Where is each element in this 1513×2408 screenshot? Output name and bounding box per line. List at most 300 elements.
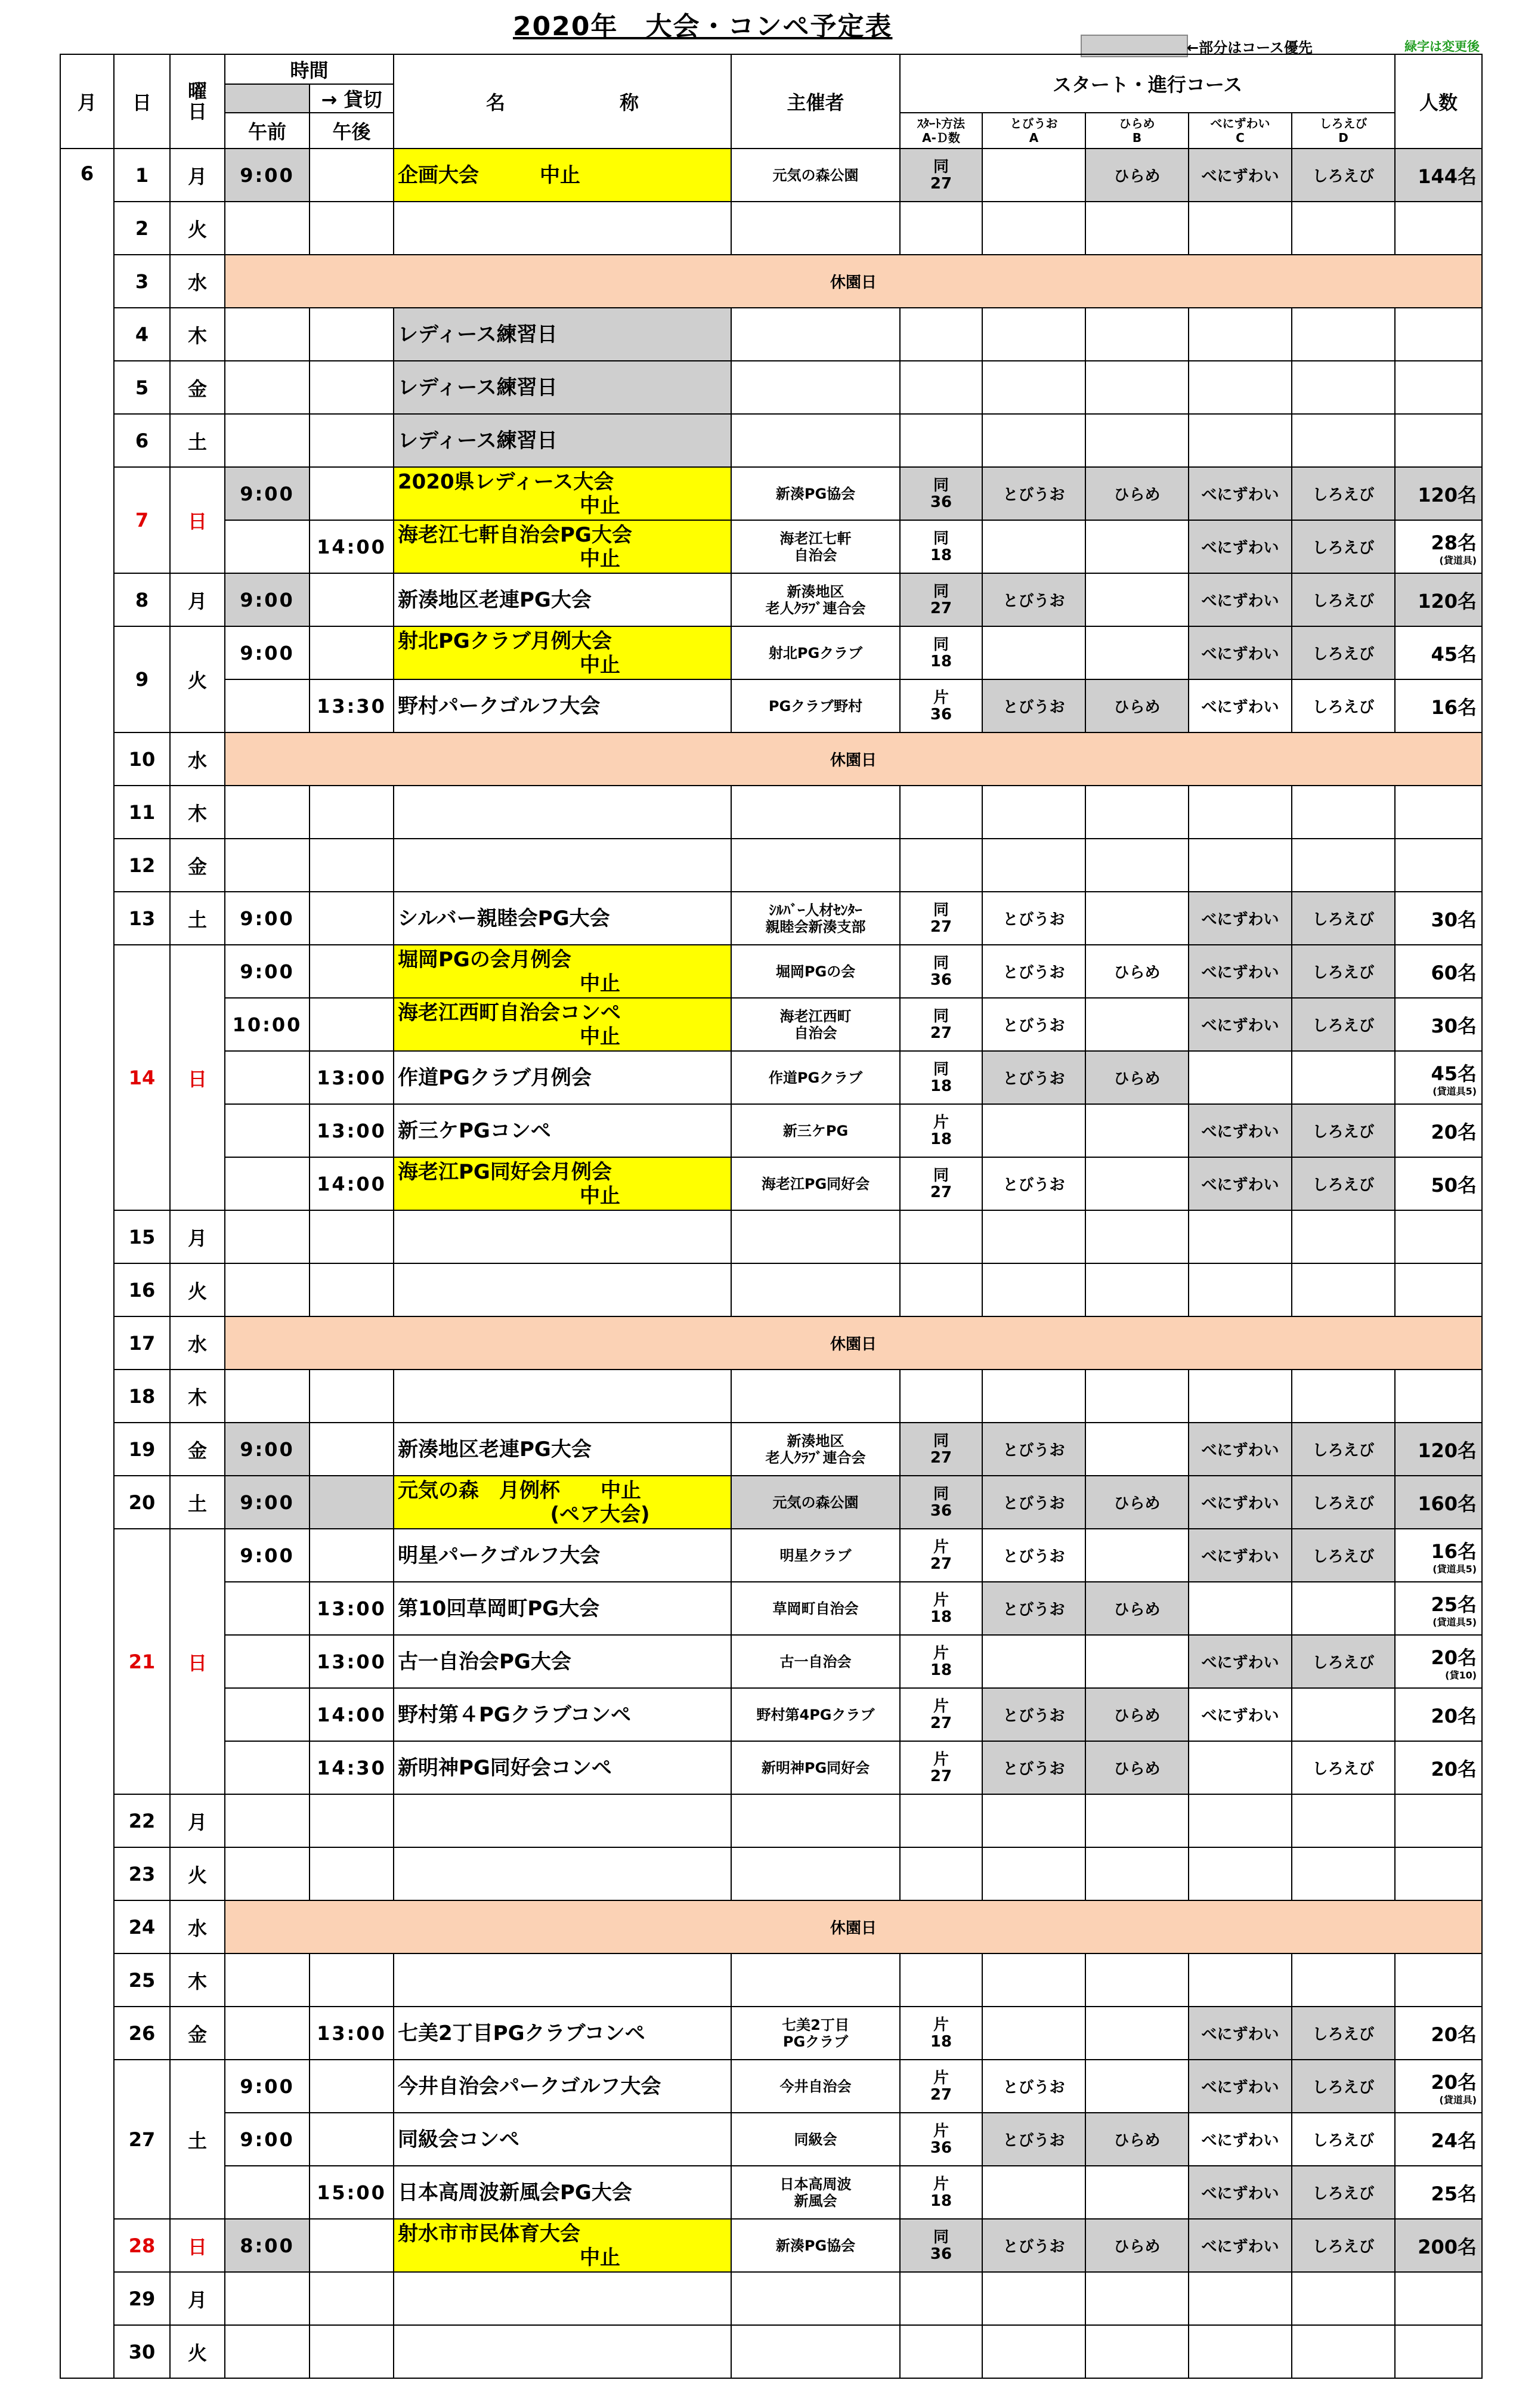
table-row	[60, 1900, 1482, 1953]
course-a-cell	[982, 1635, 1085, 1688]
empty-cell	[1085, 2272, 1189, 2325]
people-note: (貸道具)	[1439, 2094, 1477, 2106]
pm-time-cell	[310, 1529, 394, 1582]
empty-cell	[1292, 2272, 1395, 2325]
day-cell: 9	[114, 626, 170, 732]
course-d-cell	[1292, 1051, 1395, 1104]
weekday-cell: 日	[170, 2219, 225, 2272]
weekday-cell: 日	[170, 945, 225, 1210]
empty-cell	[1292, 1210, 1395, 1263]
closed-cell: 休園日	[225, 732, 1482, 786]
course-d-cell: しろえび	[1292, 679, 1395, 732]
course-b-cell	[1085, 520, 1189, 573]
course-b-cell	[1085, 1104, 1189, 1157]
empty-cell	[982, 1370, 1085, 1423]
course-b-cell	[1085, 573, 1189, 626]
organizer-cell: 日本高周波 新風会	[731, 2166, 900, 2219]
empty-cell	[1189, 1953, 1292, 2007]
start-method-cell: 同 27	[900, 1157, 982, 1210]
empty-cell	[731, 1794, 900, 1847]
people-cell	[1395, 149, 1482, 202]
table-row	[60, 2007, 1482, 2060]
day-cell: 8	[114, 573, 170, 626]
organizer-cell: 新湊PG協会	[731, 2219, 900, 2272]
pm-time-cell	[310, 2219, 394, 2272]
people-count: 20名	[1431, 2023, 1477, 2046]
day-cell: 14	[114, 945, 170, 1210]
start-method-cell: 片 18	[900, 1104, 982, 1157]
people-count: 20名	[1431, 1757, 1477, 1781]
empty-cell	[982, 786, 1085, 839]
start-method-cell: 片 18	[900, 2007, 982, 2060]
organizer-cell: 新明神PG同好会	[731, 1741, 900, 1794]
empty-cell	[310, 1370, 394, 1423]
empty-cell	[1085, 2325, 1189, 2378]
day-cell: 22	[114, 1794, 170, 1847]
pm-time-cell	[310, 2060, 394, 2113]
day-cell: 5	[114, 361, 170, 414]
start-method-cell: 片 27	[900, 1688, 982, 1741]
empty-cell	[1189, 786, 1292, 839]
course-d-cell: しろえび	[1292, 1476, 1395, 1529]
table-row	[60, 2272, 1482, 2325]
empty-cell	[900, 1370, 982, 1423]
start-method-cell: 片 27	[900, 1529, 982, 1582]
start-method-cell: 同 27	[900, 998, 982, 1051]
event-name-cell	[394, 945, 731, 998]
event-name-cell	[394, 573, 731, 626]
organizer-cell: 堀岡PGの会	[731, 945, 900, 998]
course-d-cell: しろえび	[1292, 1529, 1395, 1582]
weekday-cell: 木	[170, 1370, 225, 1423]
people-count: 16名	[1431, 1540, 1477, 1563]
people-cell	[1395, 573, 1482, 626]
people-count: 30名	[1431, 1014, 1477, 1037]
event-note: 中止	[580, 971, 621, 996]
empty-cell	[982, 202, 1085, 255]
event-name-cell	[394, 308, 731, 361]
event-name: 日本高周波新風会PG大会	[398, 2180, 632, 2205]
start-method-cell: 片 36	[900, 2113, 982, 2166]
am-time-cell: 9:00	[225, 626, 310, 679]
table-row	[60, 945, 1482, 998]
course-b-cell: ひらめ	[1085, 2219, 1189, 2272]
organizer-cell: 作道PGクラブ	[731, 1051, 900, 1104]
schedule-body	[60, 149, 1482, 2378]
pm-time-cell	[310, 892, 394, 945]
empty-cell	[225, 839, 310, 892]
people-note: (貸道具5)	[1432, 1616, 1477, 1628]
am-time-cell: 10:00	[225, 998, 310, 1051]
course-a-cell: とびうお	[982, 1582, 1085, 1635]
table-row	[60, 1794, 1482, 1847]
am-time-cell	[225, 1741, 310, 1794]
course-a-cell: とびうお	[982, 1423, 1085, 1476]
empty-cell	[1189, 839, 1292, 892]
course-d-cell: しろえび	[1292, 2007, 1395, 2060]
empty-cell	[900, 1953, 982, 2007]
empty-cell	[225, 786, 310, 839]
table-row	[60, 1953, 1482, 2007]
day-cell: 28	[114, 2219, 170, 2272]
pm-time-cell	[310, 1423, 394, 1476]
course-a-cell: とびうお	[982, 892, 1085, 945]
event-name: レディース練習日	[398, 375, 558, 400]
people-count: 45名	[1431, 642, 1477, 666]
am-time-cell: 9:00	[225, 2113, 310, 2166]
day-cell: 24	[114, 1900, 170, 1953]
header-am: 午前	[225, 113, 310, 149]
course-d-cell: しろえび	[1292, 945, 1395, 998]
empty-cell	[1292, 202, 1395, 255]
day-cell: 19	[114, 1423, 170, 1476]
weekday-cell: 火	[170, 202, 225, 255]
course-d-cell	[1292, 308, 1395, 361]
empty-cell	[310, 1847, 394, 1900]
organizer-cell: 射北PGクラブ	[731, 626, 900, 679]
course-b-cell	[1085, 1157, 1189, 1210]
event-name-cell	[394, 2060, 731, 2113]
empty-cell	[225, 2272, 310, 2325]
people-cell	[1395, 1157, 1482, 1210]
day-cell: 1	[114, 149, 170, 202]
am-time-cell: 9:00	[225, 467, 310, 520]
course-a-cell	[982, 361, 1085, 414]
header-organizer: 主催者	[731, 54, 900, 149]
empty-cell	[1085, 839, 1189, 892]
empty-cell	[310, 2325, 394, 2378]
empty-cell	[1292, 1847, 1395, 1900]
course-d-cell: しろえび	[1292, 2219, 1395, 2272]
people-count: 20名	[1431, 1120, 1477, 1143]
header-course-b: ひらめ B	[1085, 113, 1189, 149]
start-method-cell: 片 36	[900, 679, 982, 732]
people-cell	[1395, 1741, 1482, 1794]
course-c-cell: べにずわい	[1189, 2166, 1292, 2219]
empty-cell	[1189, 1370, 1292, 1423]
course-c-cell: べにずわい	[1189, 1157, 1292, 1210]
empty-cell	[310, 1953, 394, 2007]
table-row	[60, 1051, 1482, 1104]
table-row	[60, 308, 1482, 361]
day-cell: 15	[114, 1210, 170, 1263]
pm-time-cell: 13:00	[310, 2007, 394, 2060]
people-cell	[1395, 361, 1482, 414]
event-name: 七美2丁目PGクラブコンペ	[398, 2021, 645, 2045]
course-d-cell	[1292, 1688, 1395, 1741]
event-name-cell	[394, 998, 731, 1051]
organizer-cell: 新湊PG協会	[731, 467, 900, 520]
empty-cell	[310, 839, 394, 892]
people-cell	[1395, 1635, 1482, 1688]
empty-cell	[731, 2272, 900, 2325]
day-cell: 30	[114, 2325, 170, 2378]
course-c-cell	[1189, 361, 1292, 414]
organizer-cell: 古一自治会	[731, 1635, 900, 1688]
empty-cell	[982, 2325, 1085, 2378]
course-a-cell	[982, 520, 1085, 573]
course-a-cell: とびうお	[982, 945, 1085, 998]
empty-cell	[1395, 839, 1482, 892]
event-name: 同級会コンペ	[398, 2127, 520, 2152]
event-name-cell	[394, 1104, 731, 1157]
table-row	[60, 467, 1482, 520]
am-time-cell	[225, 1051, 310, 1104]
pm-time-cell: 13:00	[310, 1051, 394, 1104]
table-row	[60, 1688, 1482, 1741]
course-d-cell: しろえび	[1292, 2113, 1395, 2166]
people-cell	[1395, 2166, 1482, 2219]
event-name: 射北PGクラブ月例大会	[398, 629, 612, 653]
organizer-cell	[731, 308, 900, 361]
people-count: 120名	[1418, 1439, 1477, 1462]
empty-cell	[731, 1263, 900, 1316]
pm-time-cell	[310, 945, 394, 998]
day-cell: 17	[114, 1316, 170, 1370]
course-a-cell	[982, 2007, 1085, 2060]
people-count: 20名	[1431, 1704, 1477, 1727]
event-name: 野村パークゴルフ大会	[398, 694, 601, 718]
table-row	[60, 1529, 1482, 1582]
table-row	[60, 149, 1482, 202]
people-cell	[1395, 308, 1482, 361]
day-cell: 12	[114, 839, 170, 892]
event-name: 古一自治会PG大会	[398, 1649, 571, 1674]
table-row	[60, 202, 1482, 255]
weekday-cell: 土	[170, 2060, 225, 2219]
weekday-cell: 月	[170, 573, 225, 626]
table-row	[60, 732, 1482, 786]
legend-green-note: 緑字は変更後	[1404, 39, 1480, 54]
day-cell: 20	[114, 1476, 170, 1529]
course-b-cell: ひらめ	[1085, 2113, 1189, 2166]
start-method-cell: 片 27	[900, 1741, 982, 1794]
weekday-cell: 木	[170, 786, 225, 839]
people-count: 20名	[1431, 1646, 1477, 1669]
empty-cell	[310, 1263, 394, 1316]
pm-time-cell	[310, 1476, 394, 1529]
event-name-cell	[394, 361, 731, 414]
organizer-cell: 野村第4PGクラブ	[731, 1688, 900, 1741]
event-note: 中止	[580, 2245, 621, 2270]
event-name: レディース練習日	[398, 428, 558, 453]
event-name-cell	[394, 520, 731, 573]
empty-cell	[900, 2325, 982, 2378]
course-d-cell	[1292, 361, 1395, 414]
day-cell: 21	[114, 1529, 170, 1794]
am-time-cell: 9:00	[225, 2060, 310, 2113]
people-count: 60名	[1431, 961, 1477, 984]
organizer-cell: 明星クラブ	[731, 1529, 900, 1582]
course-b-cell	[1085, 361, 1189, 414]
course-b-cell: ひらめ	[1085, 1741, 1189, 1794]
course-a-cell: とびうお	[982, 2219, 1085, 2272]
am-time-cell: 9:00	[225, 945, 310, 998]
event-name-cell	[394, 1529, 731, 1582]
empty-cell	[394, 1263, 731, 1316]
weekday-cell: 月	[170, 1794, 225, 1847]
course-a-cell: とびうお	[982, 467, 1085, 520]
people-count: 20名	[1431, 2070, 1477, 2094]
course-b-cell	[1085, 308, 1189, 361]
course-c-cell: べにずわい	[1189, 1104, 1292, 1157]
course-c-cell: べにずわい	[1189, 1423, 1292, 1476]
empty-cell	[225, 1263, 310, 1316]
weekday-cell: 土	[170, 1476, 225, 1529]
empty-cell	[1395, 1847, 1482, 1900]
day-cell: 29	[114, 2272, 170, 2325]
course-b-cell: ひらめ	[1085, 149, 1189, 202]
people-cell	[1395, 2007, 1482, 2060]
course-b-cell: ひらめ	[1085, 1476, 1189, 1529]
start-method-cell: 同 27	[900, 149, 982, 202]
header-course-c: べにずわい C	[1189, 113, 1292, 149]
pm-time-cell	[310, 361, 394, 414]
empty-cell	[731, 202, 900, 255]
empty-cell	[1085, 1210, 1189, 1263]
empty-cell	[731, 1953, 900, 2007]
empty-cell	[731, 786, 900, 839]
course-c-cell: べにずわい	[1189, 1529, 1292, 1582]
event-name: 第10回草岡町PG大会	[398, 1596, 600, 1621]
pm-time-cell: 15:00	[310, 2166, 394, 2219]
empty-cell	[1189, 2325, 1292, 2378]
event-name: 新明神PG同好会コンペ	[398, 1755, 612, 1780]
header-name: 名 称	[394, 54, 731, 149]
day-cell: 16	[114, 1263, 170, 1316]
weekday-cell: 木	[170, 1953, 225, 2007]
course-a-cell	[982, 149, 1085, 202]
course-b-cell: ひらめ	[1085, 1688, 1189, 1741]
empty-cell	[1085, 1847, 1189, 1900]
am-time-cell: 8:00	[225, 2219, 310, 2272]
course-d-cell: しろえび	[1292, 626, 1395, 679]
table-row	[60, 361, 1482, 414]
pm-time-cell: 13:00	[310, 1104, 394, 1157]
pm-time-cell: 14:00	[310, 1688, 394, 1741]
start-method-cell: 片 18	[900, 2166, 982, 2219]
table-row	[60, 786, 1482, 839]
empty-cell	[1085, 202, 1189, 255]
event-name: 射水市市民体育大会	[398, 2221, 581, 2246]
weekday-cell: 金	[170, 839, 225, 892]
table-row	[60, 1370, 1482, 1423]
course-c-cell: べにずわい	[1189, 149, 1292, 202]
event-name-cell	[394, 892, 731, 945]
empty-cell	[1395, 1370, 1482, 1423]
course-c-cell: べにずわい	[1189, 467, 1292, 520]
header-rental-swatch	[225, 84, 310, 113]
event-name-cell	[394, 1635, 731, 1688]
am-time-cell	[225, 1104, 310, 1157]
am-time-cell: 9:00	[225, 1476, 310, 1529]
table-row	[60, 1316, 1482, 1370]
empty-cell	[310, 2272, 394, 2325]
organizer-cell	[731, 414, 900, 467]
header-courses-group: スタート・進行コース	[900, 54, 1395, 113]
empty-cell	[982, 839, 1085, 892]
empty-cell	[1292, 1370, 1395, 1423]
empty-cell	[1189, 1263, 1292, 1316]
event-name: 企画大会 中止	[398, 163, 581, 187]
course-c-cell: べにずわい	[1189, 1688, 1292, 1741]
people-cell	[1395, 1688, 1482, 1741]
am-time-cell	[225, 520, 310, 573]
organizer-cell: 新湊地区 老人ｸﾗﾌﾞ連合会	[731, 1423, 900, 1476]
empty-cell	[982, 1263, 1085, 1316]
people-cell	[1395, 467, 1482, 520]
table-row	[60, 2060, 1482, 2113]
header-start-method: ｽﾀｰﾄ方法 A-Ｄ数	[900, 113, 982, 149]
people-count: 16名	[1431, 695, 1477, 719]
empty-cell	[731, 839, 900, 892]
course-a-cell: とびうお	[982, 1476, 1085, 1529]
course-c-cell: べにずわい	[1189, 2219, 1292, 2272]
event-note: 中止	[580, 546, 621, 571]
weekday-cell: 水	[170, 1900, 225, 1953]
people-cell	[1395, 1529, 1482, 1582]
empty-cell	[225, 1370, 310, 1423]
weekday-cell: 金	[170, 361, 225, 414]
table-row	[60, 892, 1482, 945]
organizer-cell: ｼﾙﾊﾞｰ人材ｾﾝﾀｰ 親睦会新湊支部	[731, 892, 900, 945]
empty-cell	[225, 1794, 310, 1847]
weekday-cell: 火	[170, 1847, 225, 1900]
table-row	[60, 573, 1482, 626]
course-b-cell	[1085, 892, 1189, 945]
event-name: 新湊地区老連PG大会	[398, 588, 592, 612]
empty-cell	[1085, 1263, 1189, 1316]
table-row	[60, 2166, 1482, 2219]
start-method-cell: 同 18	[900, 1051, 982, 1104]
course-b-cell	[1085, 626, 1189, 679]
am-time-cell	[225, 414, 310, 467]
event-note: 中止	[580, 1183, 621, 1208]
start-method-cell	[900, 361, 982, 414]
empty-cell	[225, 202, 310, 255]
empty-cell	[900, 786, 982, 839]
people-cell	[1395, 998, 1482, 1051]
people-cell	[1395, 2219, 1482, 2272]
people-count: 25名	[1431, 1593, 1477, 1616]
day-cell: 13	[114, 892, 170, 945]
organizer-cell: 海老江PG同好会	[731, 1157, 900, 1210]
weekday-cell: 火	[170, 2325, 225, 2378]
weekday-cell: 火	[170, 626, 225, 732]
am-time-cell	[225, 1582, 310, 1635]
weekday-cell: 火	[170, 1263, 225, 1316]
people-count: 24名	[1431, 2129, 1477, 2152]
empty-cell	[1395, 1263, 1482, 1316]
empty-cell	[900, 1263, 982, 1316]
start-method-cell: 片 18	[900, 1582, 982, 1635]
weekday-cell: 日	[170, 467, 225, 573]
empty-cell	[1292, 2325, 1395, 2378]
course-a-cell: とびうお	[982, 2060, 1085, 2113]
empty-cell	[1395, 2272, 1482, 2325]
organizer-cell: 元気の森公園	[731, 149, 900, 202]
organizer-cell: 元気の森公園	[731, 1476, 900, 1529]
course-c-cell: べにずわい	[1189, 998, 1292, 1051]
empty-cell	[394, 2325, 731, 2378]
organizer-cell: 草岡町自治会	[731, 1582, 900, 1635]
organizer-cell: PGクラブ野村	[731, 679, 900, 732]
table-row	[60, 626, 1482, 679]
course-c-cell: べにずわい	[1189, 2113, 1292, 2166]
course-d-cell: しろえび	[1292, 1741, 1395, 1794]
empty-cell	[394, 1953, 731, 2007]
am-time-cell: 9:00	[225, 1423, 310, 1476]
